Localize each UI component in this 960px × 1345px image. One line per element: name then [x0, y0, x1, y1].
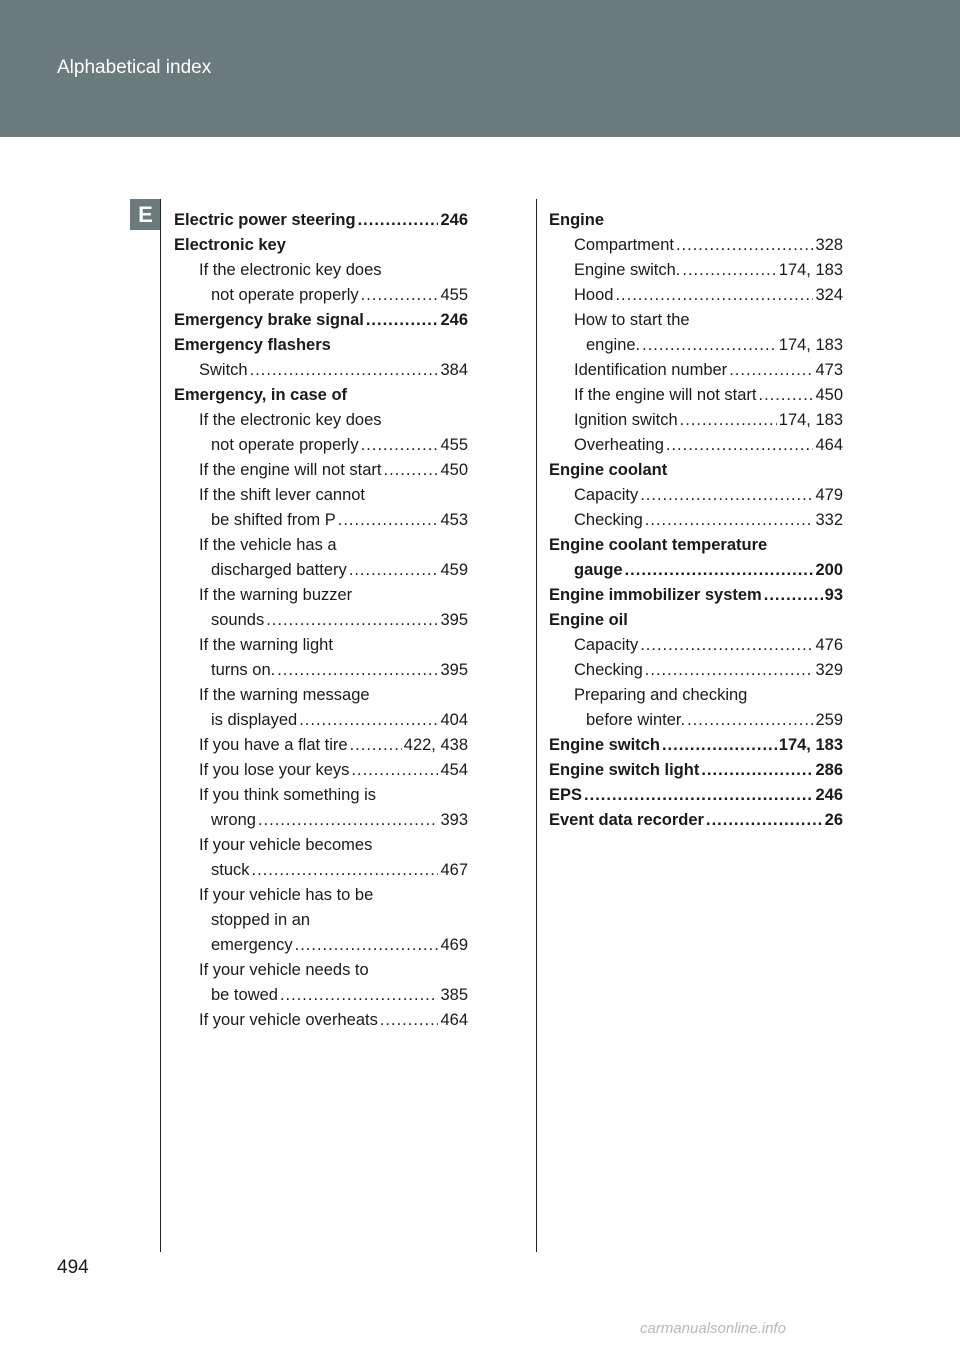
header-title: Alphabetical index: [57, 57, 212, 78]
entry-label: Preparing and checking: [574, 686, 748, 704]
entry-label: Capacity: [574, 486, 639, 504]
leader-dots: [687, 711, 813, 730]
entry-label: Event data recorder: [549, 811, 704, 829]
index-entry: [174, 480, 468, 505]
page-number: 494: [57, 1257, 89, 1278]
entry-label: If the engine will not start: [574, 386, 757, 404]
entry-label: If the shift lever cannot: [199, 486, 366, 504]
index-entry: [174, 855, 468, 880]
entry-label: Emergency, in case of: [174, 386, 348, 404]
index-entry: [174, 930, 468, 955]
entry-page-ref: 384: [440, 361, 468, 379]
leader-dots: [706, 811, 823, 830]
entry-label: Switch: [199, 361, 248, 379]
index-entry: [174, 655, 468, 680]
entry-label: If your vehicle has to be: [199, 886, 374, 904]
entry-label: Engine immobilizer system: [549, 586, 762, 604]
section-letter-tab: E: [130, 199, 161, 230]
entry-label: Engine coolant: [549, 461, 668, 479]
entry-page-ref: 200: [815, 561, 843, 579]
entry-page-ref: 450: [440, 461, 468, 479]
entry-label: be shifted from P: [211, 511, 336, 529]
entry-page-ref: 174, 183: [778, 261, 843, 279]
index-entry: [174, 205, 468, 230]
entry-page-ref: 246: [815, 786, 843, 804]
column-divider-left: [160, 199, 161, 1252]
entry-label: stuck: [211, 861, 250, 879]
index-entry: [174, 255, 468, 280]
leader-dots: [351, 761, 438, 780]
entry-label: stopped in an: [211, 911, 311, 929]
index-entry: [549, 430, 843, 455]
entry-label: Emergency brake signal: [174, 311, 364, 329]
leader-dots: [295, 936, 439, 955]
index-entry: [174, 455, 468, 480]
entry-label: How to start the: [574, 311, 690, 329]
entry-page-ref: 473: [815, 361, 843, 379]
leader-dots: [299, 711, 438, 730]
entry-page-ref: 174, 183: [778, 736, 843, 754]
entry-label: Engine switch.: [574, 261, 681, 279]
index-column-left: [174, 205, 468, 1030]
entry-label: Engine switch light: [549, 761, 700, 779]
leader-dots: [380, 1011, 439, 1030]
index-entry: [174, 730, 468, 755]
entry-page-ref: 395: [440, 661, 468, 679]
entry-label: Overheating: [574, 436, 664, 454]
index-column-right: [549, 205, 843, 830]
index-entry: [174, 630, 468, 655]
index-entry: [549, 230, 843, 255]
entry-page-ref: 329: [815, 661, 843, 679]
entry-page-ref: 422, 438: [403, 736, 468, 754]
leader-dots: [338, 511, 439, 530]
index-entry: [174, 980, 468, 1005]
entry-page-ref: 93: [824, 586, 843, 604]
entry-label: Engine switch: [549, 736, 660, 754]
entry-label: Hood: [574, 286, 614, 304]
entry-label: Electric power steering: [174, 211, 356, 229]
entry-label: EPS: [549, 786, 583, 804]
entry-page-ref: 259: [815, 711, 843, 729]
entry-label: discharged battery: [211, 561, 347, 579]
leader-dots: [642, 336, 777, 355]
entry-page-ref: 395: [440, 611, 468, 629]
entry-page-ref: 324: [815, 286, 843, 304]
entry-page-ref: 467: [440, 861, 468, 879]
index-entry: [549, 605, 843, 630]
entry-page-ref: 246: [440, 211, 468, 229]
leader-dots: [701, 761, 813, 780]
index-entry: [549, 455, 843, 480]
entry-label: If the vehicle has a: [199, 536, 337, 554]
entry-label: If you think something is: [199, 786, 377, 804]
entry-label: sounds: [211, 611, 265, 629]
entry-label: Checking: [574, 661, 643, 679]
leader-dots: [361, 286, 439, 305]
entry-page-ref: 404: [440, 711, 468, 729]
index-entry: [549, 505, 843, 530]
leader-dots: [764, 586, 823, 605]
leader-dots: [252, 861, 439, 880]
entry-page-ref: 332: [815, 511, 843, 529]
index-entry: [174, 580, 468, 605]
entry-page-ref: 453: [440, 511, 468, 529]
entry-label: If you have a flat tire: [199, 736, 348, 754]
index-entry: [174, 305, 468, 330]
entry-label: gauge: [574, 561, 623, 579]
entry-label: emergency: [211, 936, 293, 954]
index-entry: [174, 505, 468, 530]
entry-label: before winter.: [586, 711, 686, 729]
index-entry: [549, 705, 843, 730]
entry-label: turns on.: [211, 661, 276, 679]
leader-dots: [662, 736, 777, 755]
entry-label: If the electronic key does: [199, 411, 382, 429]
entry-page-ref: 476: [815, 636, 843, 654]
entry-page-ref: 464: [440, 1011, 468, 1029]
entry-label: Capacity: [574, 636, 639, 654]
leader-dots: [358, 211, 439, 230]
index-entry: [174, 755, 468, 780]
index-entry: [174, 380, 468, 405]
entry-label: If the warning buzzer: [199, 586, 353, 604]
leader-dots: [250, 361, 439, 380]
leader-dots: [361, 436, 439, 455]
entry-label: If your vehicle needs to: [199, 961, 369, 979]
index-entry: [549, 755, 843, 780]
entry-page-ref: 479: [815, 486, 843, 504]
entry-page-ref: 174, 183: [778, 336, 843, 354]
index-entry: [549, 780, 843, 805]
entry-page-ref: 459: [440, 561, 468, 579]
entry-label: If your vehicle overheats: [199, 1011, 378, 1029]
index-entry: [174, 1005, 468, 1030]
entry-label: Emergency flashers: [174, 336, 331, 354]
entry-label: is displayed: [211, 711, 298, 729]
entry-label: Checking: [574, 511, 643, 529]
entry-label: If the warning message: [199, 686, 370, 704]
entry-page-ref: 174, 183: [778, 411, 843, 429]
leader-dots: [280, 986, 439, 1005]
entry-page-ref: 455: [440, 436, 468, 454]
entry-page-ref: 26: [824, 811, 843, 829]
leader-dots: [645, 661, 814, 680]
index-entry: [174, 780, 468, 805]
entry-label: Engine oil: [549, 611, 628, 629]
index-entry: [549, 730, 843, 755]
entry-label: If the electronic key does: [199, 261, 382, 279]
index-entry: [174, 905, 468, 930]
index-entry: [549, 305, 843, 330]
entry-label: Engine: [549, 211, 605, 229]
entry-page-ref: 450: [815, 386, 843, 404]
index-entry: [549, 380, 843, 405]
index-entry: [549, 530, 843, 555]
entry-label: Ignition switch: [574, 411, 678, 429]
entry-label: engine.: [586, 336, 641, 354]
index-entry: [174, 880, 468, 905]
index-entry: [174, 330, 468, 355]
leader-dots: [759, 386, 814, 405]
entry-page-ref: 464: [815, 436, 843, 454]
index-entry: [174, 605, 468, 630]
leader-dots: [680, 411, 777, 430]
leader-dots: [615, 286, 813, 305]
index-entry: [549, 655, 843, 680]
watermark: carmanualsonline.info: [640, 1320, 786, 1337]
index-entry: [174, 955, 468, 980]
entry-label: Identification number: [574, 361, 728, 379]
column-divider-right: [536, 199, 537, 1252]
index-entry: [174, 830, 468, 855]
entry-label: Engine coolant temperature: [549, 536, 768, 554]
entry-label: If the warning light: [199, 636, 333, 654]
index-entry: [174, 405, 468, 430]
entry-label: be towed: [211, 986, 278, 1004]
leader-dots: [640, 486, 813, 505]
index-entry: [549, 255, 843, 280]
leader-dots: [645, 511, 814, 530]
index-entry: [174, 705, 468, 730]
index-entry: [549, 580, 843, 605]
index-entry: [174, 355, 468, 380]
page-header: [0, 0, 960, 137]
leader-dots: [350, 736, 402, 755]
index-entry: [549, 405, 843, 430]
entry-page-ref: 286: [815, 761, 843, 779]
index-entry: [549, 280, 843, 305]
index-entry: [549, 680, 843, 705]
leader-dots: [676, 236, 814, 255]
leader-dots: [384, 461, 439, 480]
entry-page-ref: 469: [440, 936, 468, 954]
index-entry: [549, 355, 843, 380]
leader-dots: [625, 561, 814, 580]
leader-dots: [584, 786, 813, 805]
entry-label: not operate properly: [211, 286, 359, 304]
leader-dots: [258, 811, 439, 830]
index-entry: [549, 480, 843, 505]
leader-dots: [640, 636, 813, 655]
entry-label: wrong: [211, 811, 256, 829]
index-entry: [174, 555, 468, 580]
index-entry: [549, 805, 843, 830]
index-entry: [549, 205, 843, 230]
leader-dots: [277, 661, 438, 680]
leader-dots: [266, 611, 438, 630]
index-entry: [549, 330, 843, 355]
entry-label: not operate properly: [211, 436, 359, 454]
entry-label: If your vehicle becomes: [199, 836, 373, 854]
index-entry: [549, 555, 843, 580]
entry-page-ref: 393: [440, 811, 468, 829]
entry-page-ref: 246: [440, 311, 468, 329]
index-entry: [174, 680, 468, 705]
entry-label: If the engine will not start: [199, 461, 382, 479]
index-entry: [174, 280, 468, 305]
index-entry: [174, 530, 468, 555]
index-entry: [174, 805, 468, 830]
entry-page-ref: 454: [440, 761, 468, 779]
leader-dots: [682, 261, 776, 280]
leader-dots: [366, 311, 439, 330]
leader-dots: [666, 436, 814, 455]
index-entry: [174, 430, 468, 455]
entry-label: If you lose your keys: [199, 761, 350, 779]
index-entry: [549, 630, 843, 655]
entry-page-ref: 328: [815, 236, 843, 254]
entry-label: Compartment: [574, 236, 674, 254]
entry-page-ref: 455: [440, 286, 468, 304]
entry-label: Electronic key: [174, 236, 286, 254]
leader-dots: [729, 361, 813, 380]
entry-page-ref: 385: [440, 986, 468, 1004]
leader-dots: [349, 561, 439, 580]
index-entry: [174, 230, 468, 255]
